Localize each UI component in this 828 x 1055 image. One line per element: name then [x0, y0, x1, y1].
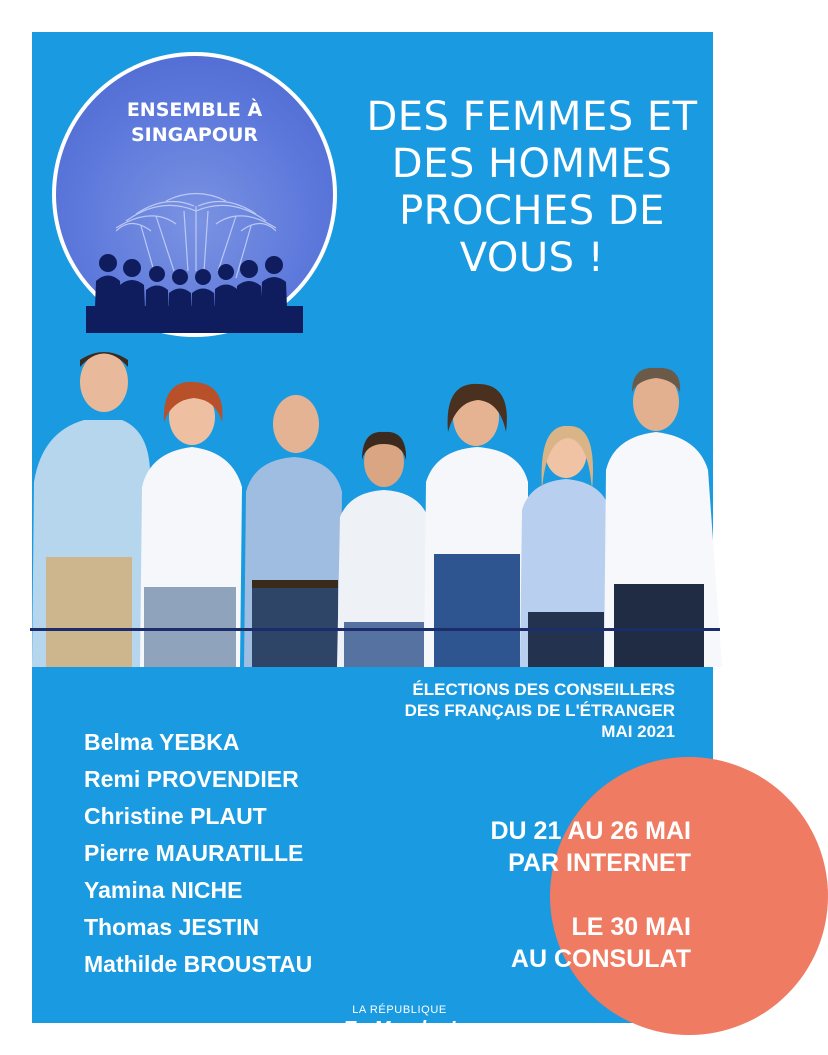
dates-line-2: PAR INTERNET [508, 849, 691, 877]
person-1 [32, 352, 150, 667]
candidate-name: Remi PROVENDIER [84, 766, 299, 792]
logo-line-2: SINGAPOUR [130, 124, 259, 146]
party-logo-top: LA RÉPUBLIQUE [352, 1004, 447, 1016]
logo-circle [56, 56, 333, 333]
candidate-name: Thomas JESTIN [84, 914, 260, 940]
logo-line-1: ENSEMBLE À [126, 99, 263, 121]
election-line-2: DES FRANÇAIS DE L'ÉTRANGER [404, 701, 675, 720]
person-3 [244, 395, 342, 667]
vote-dates [490, 815, 691, 975]
party-logo [322, 1004, 477, 1041]
dates-gap [490, 879, 691, 911]
headline-line-1: DES FEMMES ET [366, 94, 698, 140]
party-logo-main: En Marche ! [342, 1018, 457, 1040]
election-line-3: MAI 2021 [601, 722, 675, 741]
candidate-name: Pierre MAURATILLE [84, 840, 304, 866]
supertrees-people-icon [56, 56, 333, 333]
candidate-name: Belma YEBKA [84, 729, 240, 755]
team-photo [32, 322, 745, 662]
person-5 [424, 384, 528, 667]
candidate-name: Christine PLAUT [84, 803, 267, 829]
candidate-name: Yamina NICHE [84, 877, 243, 903]
person-4 [337, 432, 428, 667]
photo-divider-line [30, 628, 720, 631]
dates-line-4: AU CONSULAT [510, 945, 691, 973]
headline-line-2: DES HOMMES [391, 141, 673, 187]
headline [322, 94, 742, 282]
dates-line-3: LE 30 MAI [571, 913, 691, 941]
headline-line-3: PROCHES DE [399, 188, 665, 234]
headline-line-4: VOUS ! [459, 235, 605, 281]
poster [32, 32, 713, 1040]
candidate-list [84, 727, 312, 986]
person-7 [604, 368, 722, 667]
dates-line-1: DU 21 AU 26 MAI [490, 817, 691, 845]
election-line-1: ÉLECTIONS DES CONSEILLERS [412, 680, 675, 699]
person-2 [140, 382, 242, 667]
candidate-name: Mathilde BROUSTAU [84, 951, 313, 977]
election-info [405, 679, 675, 742]
ensemble-singapour-logo [52, 52, 337, 337]
